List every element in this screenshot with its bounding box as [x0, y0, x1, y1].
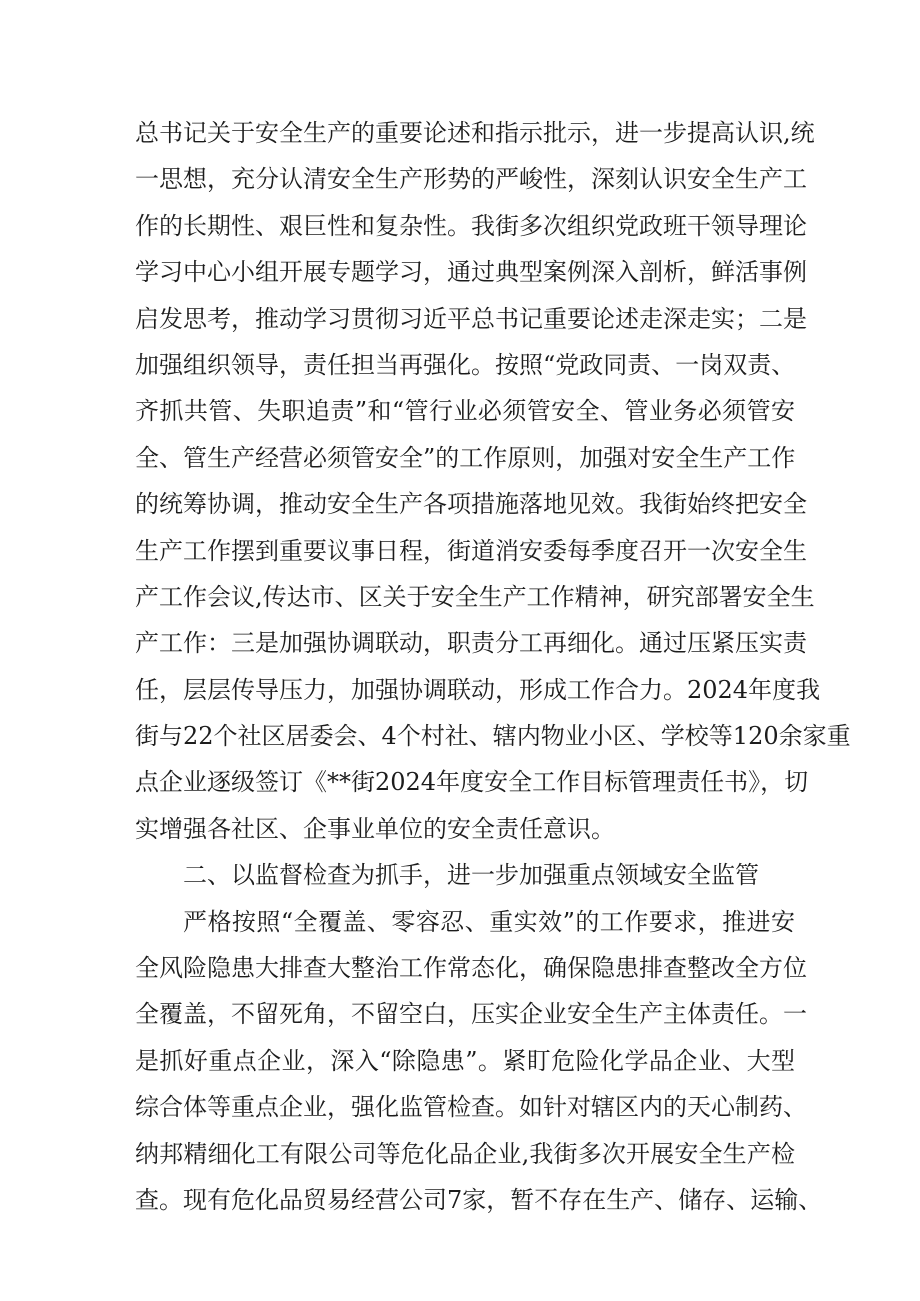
paragraph-2-line: 全风险隐患大排查大整治工作常态化，确保隐患排查整改全方位: [135, 954, 807, 983]
paragraph-2-line: 纳邦精细化工有限公司等危化品企业,我街多次开展安全生产检: [135, 1139, 795, 1168]
paragraph-2-line: 严格按照“全覆盖、零容忍、重实效”的工作要求，推进安: [183, 907, 795, 936]
paragraph-1-line: 启发思考，推动学习贯彻习近平总书记重要论述走深走实；二是: [135, 304, 807, 333]
paragraph-1-line: 齐抓共管、失职追责”和“管行业必须管安全、管业务必须管安: [135, 397, 795, 426]
paragraph-1-line: 点企业逐级签订《**街2024年度安全工作目标管理责任书》，切: [135, 768, 809, 797]
paragraph-2-line: 是抓好重点企业，深入“除隐患”。紧盯危险化学品企业、大型: [135, 1046, 795, 1075]
paragraph-1-line: 学习中心小组开展专题学习，通过典型案例深入剖析，鲜活事例: [135, 258, 807, 287]
paragraph-1-line: 任，层层传导压力，加强协调联动，形成工作合力。2024年度我: [135, 675, 821, 704]
paragraph-2-line: 全覆盖，不留死角，不留空白，压实企业安全生产主体责任。一: [135, 1000, 807, 1029]
paragraph-1-line: 产工作会议,传达市、区关于安全生产工作精神，研究部署安全生: [135, 582, 815, 611]
section-heading: 二、以监督检查为抓手，进一步加强重点领域安全监管: [183, 861, 759, 890]
paragraph-1-line: 的统筹协调，推动安全生产各项措施落地见效。我街始终把安全: [135, 490, 807, 519]
paragraph-1-line: 街与22个社区居委会、4个村社、辖内物业小区、学校等120余家重: [135, 722, 851, 751]
paragraph-1-line: 产工作：三是加强协调联动，职责分工再细化。通过压紧压实责: [135, 629, 807, 658]
paragraph-1-line: 一思想，充分认清安全生产形势的严峻性，深刻认识安全生产工: [135, 165, 807, 194]
paragraph-1-line: 作的长期性、艰巨性和复杂性。我街多次组织党政班干领导理论: [135, 211, 807, 240]
paragraph-1-line: 全、管生产经营必须管安全”的工作原则，加强对安全生产工作: [135, 443, 796, 472]
paragraph-1-line: 总书记关于安全生产的重要论述和指示批示，进一步提高认识,统: [135, 119, 815, 147]
paragraph-2-line: 查。现有危化品贸易经营公司7家，暂不存在生产、储存、运输、: [135, 1185, 823, 1214]
document-body: [135, 110, 851, 1223]
paragraph-1-line: 加强组织领导，责任担当再强化。按照“党政同责、一岗双责、: [135, 350, 796, 379]
paragraph-1-line: 实增强各社区、企事业单位的安全责任意识。: [135, 814, 615, 843]
paragraph-1-line: 生产工作摆到重要议事日程，街道消安委每季度召开一次安全生: [135, 536, 807, 565]
paragraph-2-line: 综合体等重点企业，强化监管检查。如针对辖区内的天心制药、: [135, 1093, 807, 1122]
